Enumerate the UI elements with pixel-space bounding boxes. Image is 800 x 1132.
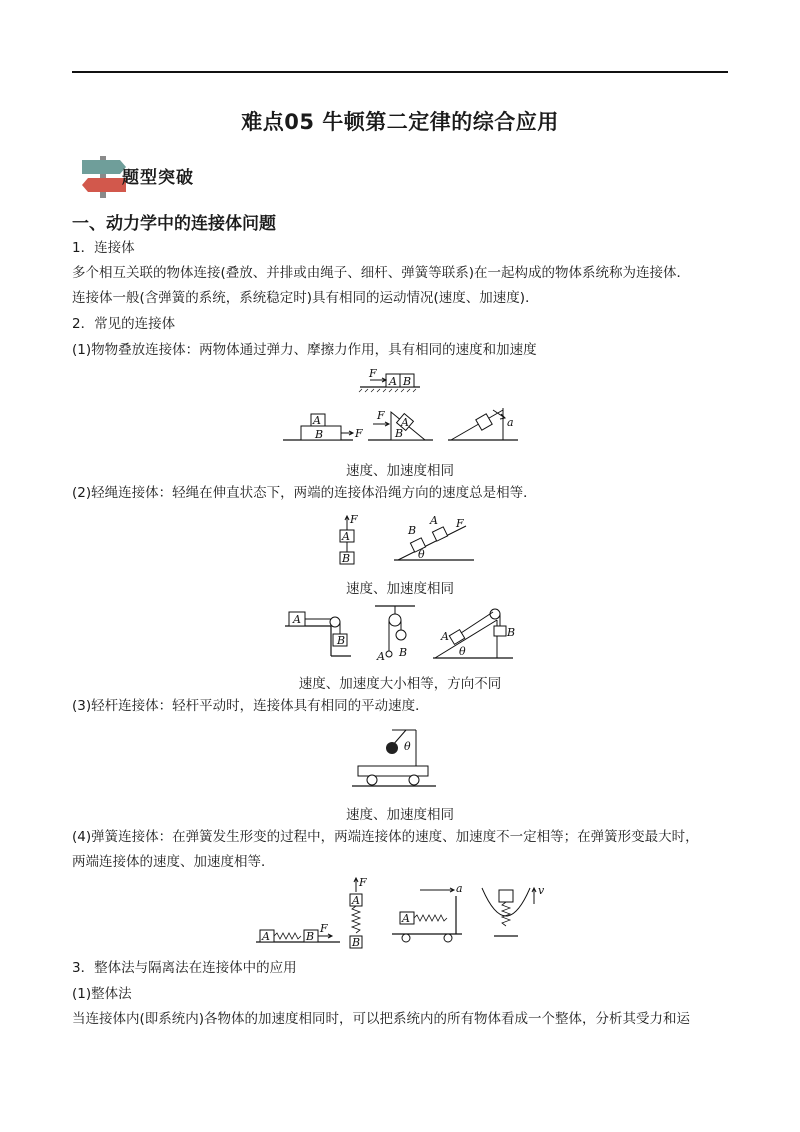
paragraph-line: 连接体一般(含弹簧的系统，系统稳定时)具有相同的运动情况(速度、加速度)． [72,290,539,306]
figure-rope-vertical-and-incline [336,512,476,572]
svg-text:B: B [395,427,404,440]
figure-side-by-side-blocks [360,368,420,390]
svg-text:B: B [315,428,324,441]
paragraph-spring-connection: 两端连接体的速度、加速度相等． [72,854,275,870]
label-B: B [403,375,412,388]
svg-text:v: v [538,884,545,897]
svg-text:B: B [352,936,361,949]
svg-text:θ: θ [418,548,425,561]
subheading-whole-method: (1)整体法 [72,986,132,1002]
figure-spring-systems [256,874,556,950]
paragraph-stacked-bodies: (1)物物叠放连接体：两物体通过弹力、摩擦力作用，具有相同的速度和加速度 [72,342,537,358]
svg-text:A: A [430,514,438,527]
svg-text:B: B [399,646,408,659]
svg-text:B: B [337,634,346,647]
svg-text:A: A [402,912,410,925]
caption: 速度、加速度相同 [346,807,454,823]
svg-text:A: A [401,416,409,429]
heading-common-types: 2．常见的连接体 [72,316,176,332]
svg-text:θ: θ [404,740,411,753]
section-heading: 一、动力学中的连接体问题 [72,214,276,234]
paragraph-spring-connection: (4)弹簧连接体：在弹簧发生形变的过程中，两端连接体的速度、加速度不一定相等；在弹簧形变最大时， [72,829,699,845]
svg-text:F: F [456,517,464,530]
paragraph-rope-connection: (2)轻绳连接体：轻绳在伸直状态下，两端的连接体沿绳方向的速度总是相等． [72,485,537,501]
svg-text:B: B [342,552,351,565]
svg-text:A: A [377,650,385,663]
svg-text:a: a [507,416,514,429]
svg-text:A: A [293,613,301,626]
page-title: 难点05 牛顿第二定律的综合应用 [241,110,559,134]
svg-text:F: F [350,513,358,526]
paragraph-line: 多个相互关联的物体连接(叠放、并排或由绳子、细杆、弹簧等联系)在一起构成的物体系统称为连接体． [72,265,691,281]
svg-text:B: B [408,524,417,537]
svg-text:A: A [262,930,270,943]
svg-text:A: A [342,530,350,543]
svg-text:F: F [320,922,328,935]
section-badge-label: 题型突破 [122,168,194,188]
label-A: A [389,375,397,388]
svg-text:θ: θ [459,645,466,658]
svg-text:F: F [355,427,363,440]
svg-text:B: B [507,626,516,639]
paragraph-line: 当连接体内(即系统内)各物体的加速度相同时，可以把系统内的所有物体看成一个整体，分析其受力和运 [72,1011,691,1027]
figure-pulley-systems [283,600,533,664]
svg-text:A: A [313,414,321,427]
caption: 速度、加速度相同 [346,463,454,479]
svg-text:F: F [377,409,385,422]
svg-text:A: A [441,630,449,643]
paragraph-rod-connection: (3)轻杆连接体：轻杆平动时，连接体具有相同的平动速度． [72,698,429,714]
svg-text:F: F [359,876,367,889]
figure-stacked-row [283,406,543,448]
caption: 速度、加速度大小相等，方向不同 [298,676,502,692]
svg-text:a: a [456,882,463,895]
svg-text:A: A [352,894,360,907]
heading-connected-body: 1．连接体 [72,240,135,256]
label-F: F [369,367,377,380]
svg-text:B: B [306,930,315,943]
figure-rod-on-cart [352,720,436,788]
header-rule [72,71,728,73]
caption: 速度、加速度相同 [346,581,454,597]
heading-whole-isolation: 3．整体法与隔离法在连接体中的应用 [72,960,297,976]
